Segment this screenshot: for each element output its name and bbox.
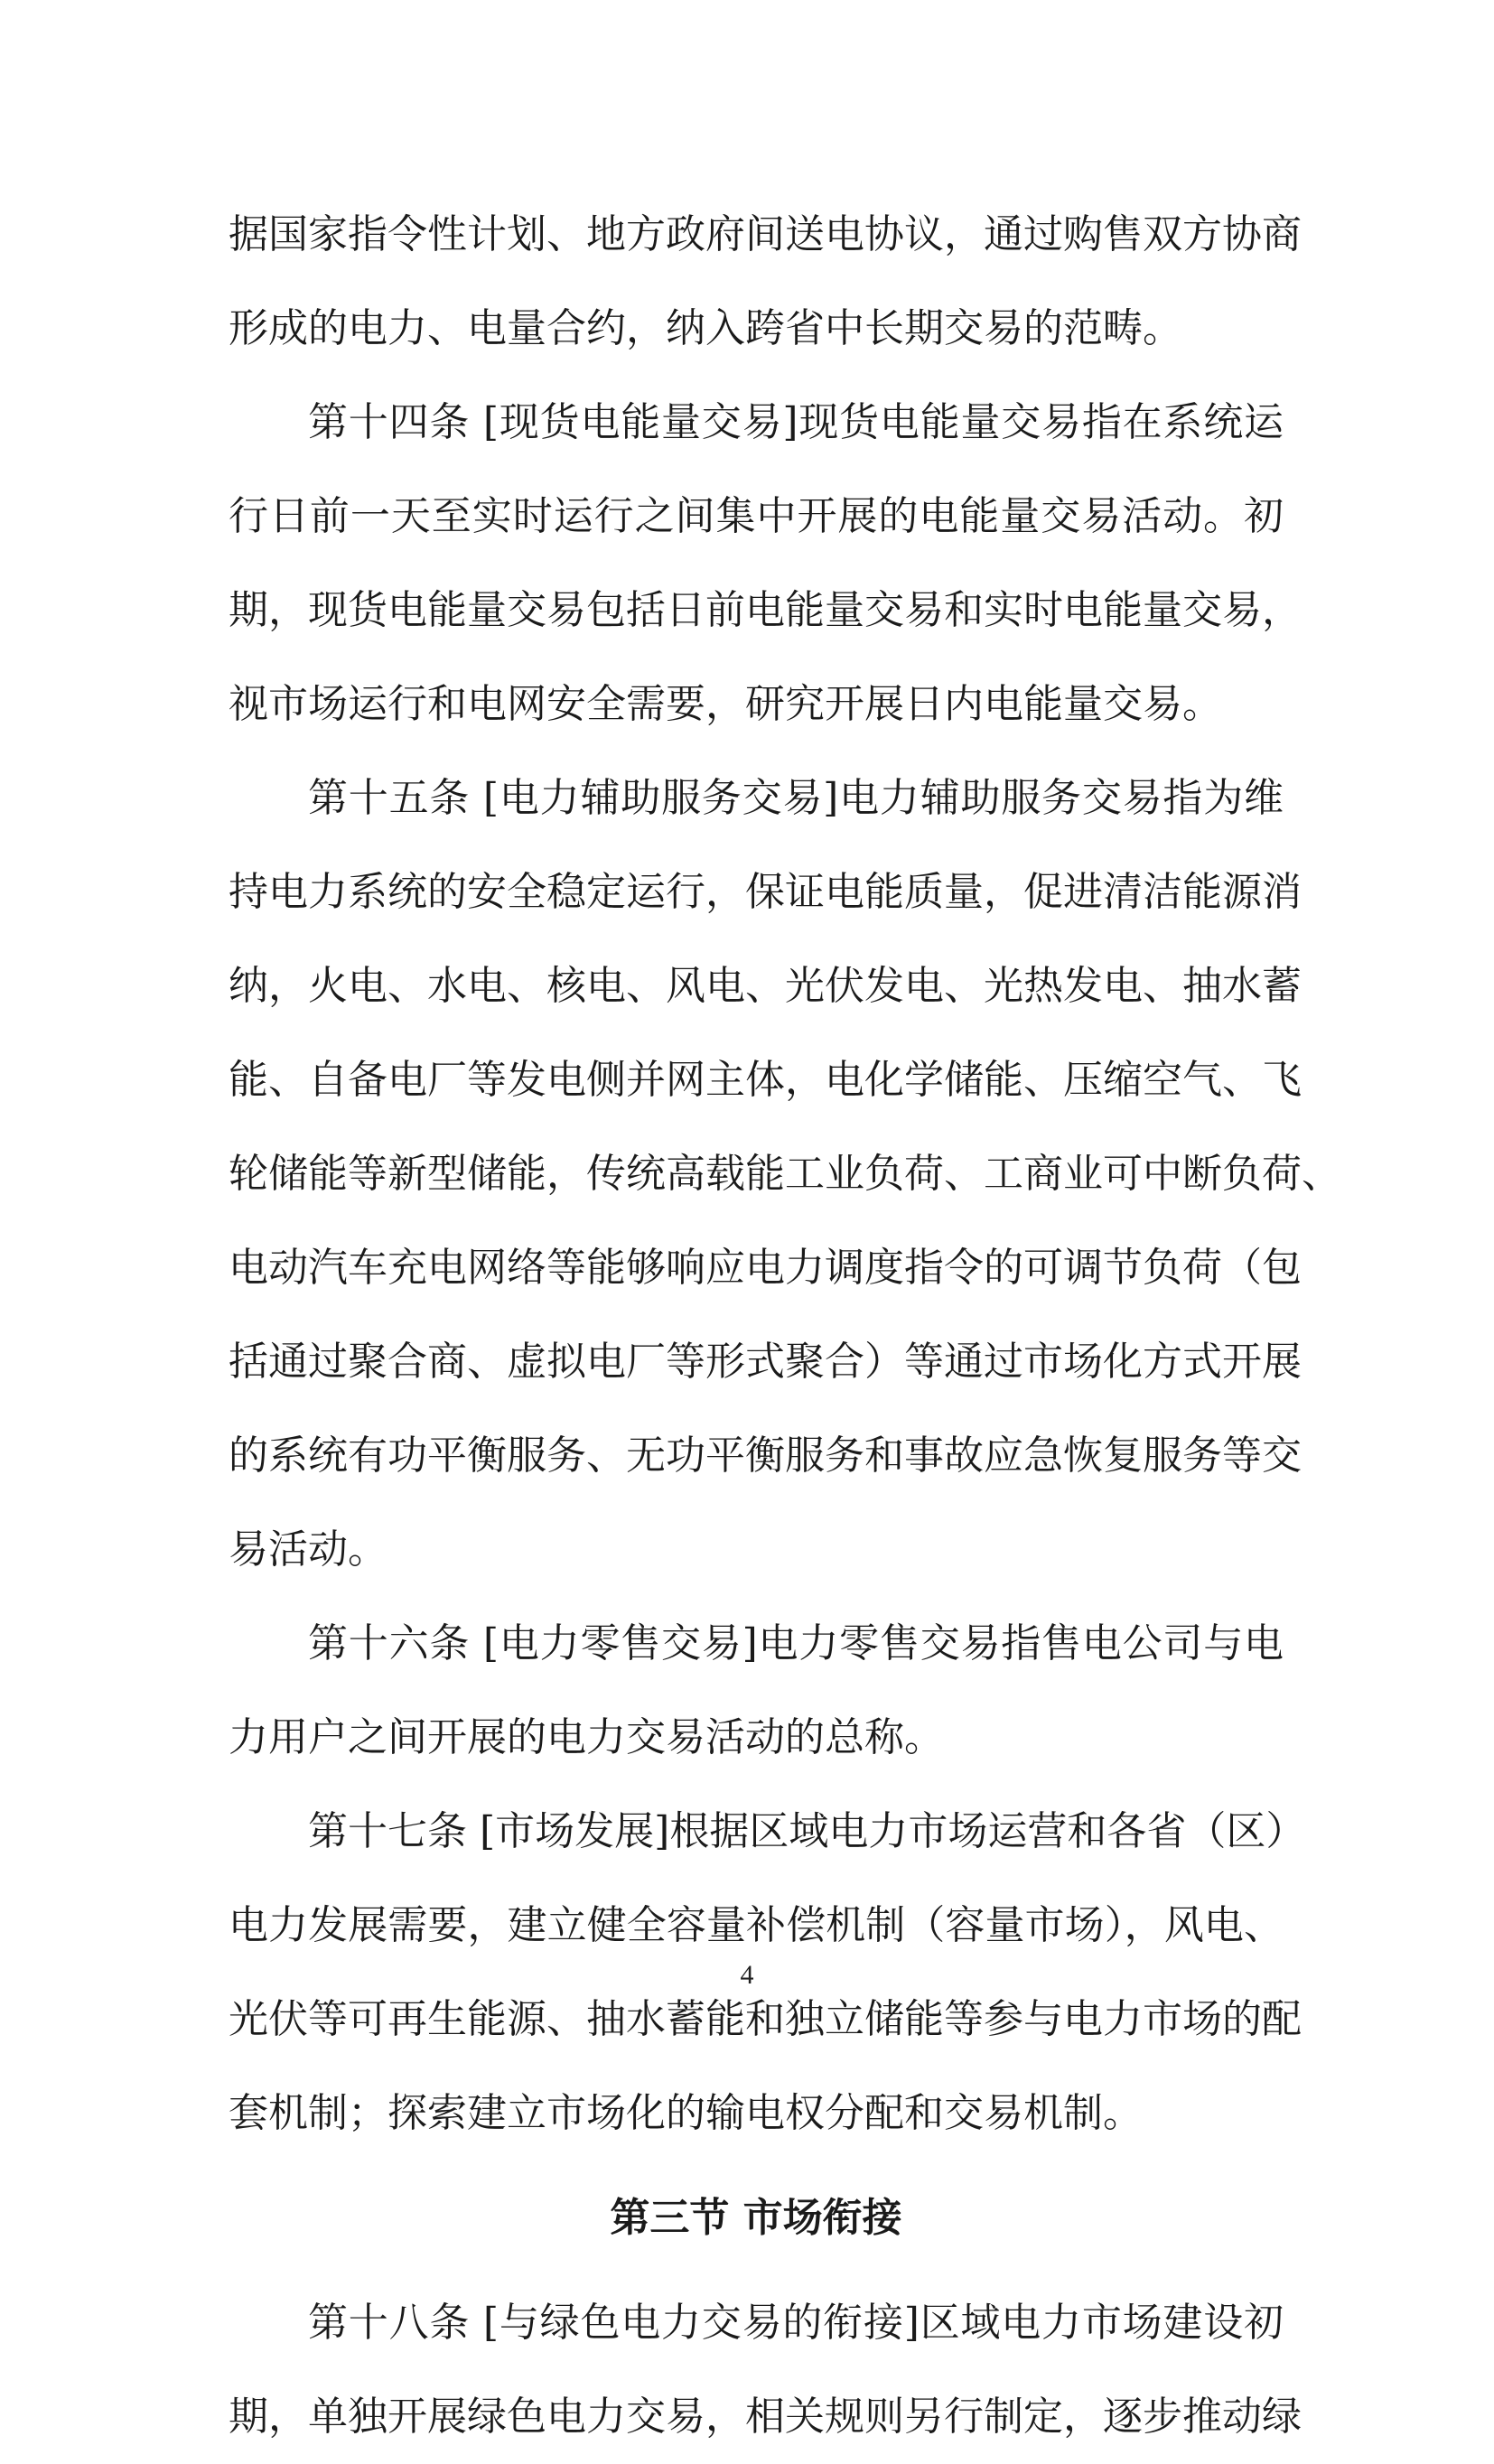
text-line: 期，现货电能量交易包括日前电能量交易和实时电能量交易， [229,587,1302,633]
paragraph-article-16 [229,1597,1284,1785]
document-body [229,188,1341,2464]
paragraph-article-14 [229,376,1302,751]
text-line: 纳，火电、水电、核电、风电、光伏发电、光热发电、抽水蓄 [229,963,1302,1009]
text-line: 的系统有功平衡服务、无功平衡服务和事故应急恢复服务等交 [229,1433,1302,1479]
text-line: 第十四条 [现货电能量交易]现货电能量交易指在系统运 [308,399,1284,445]
text-line: 第十六条 [电力零售交易]电力零售交易指售电公司与电 [308,1620,1284,1666]
text-line: 第十八条 [与绿色电力交易的衔接]区域电力市场建设初 [308,2300,1284,2346]
text-line: 形成的电力、电量合约，纳入跨省中长期交易的范畴。 [229,305,1182,351]
paragraphs-after-heading [229,2276,1302,2464]
text-line: 行日前一天至实时运行之间集中开展的电能量交易活动。初 [229,493,1284,539]
text-line: 套机制；探索建立市场化的输电权分配和交易机制。 [229,2090,1143,2136]
paragraphs-before-heading [229,188,1341,2161]
text-line: 易活动。 [229,1526,388,1573]
paragraph-article-15 [229,751,1341,1597]
text-line: 括通过聚合商、虚拟电厂等形式聚合）等通过市场化方式开展 [229,1339,1302,1385]
text-line: 力用户之间开展的电力交易活动的总称。 [229,1714,944,1760]
text-line: 轮储能等新型储能，传统高载能工业负荷、工商业可中断负荷、 [229,1151,1341,1197]
paragraph-p-continuation [229,188,1302,376]
paragraph-article-18 [229,2276,1302,2464]
text-line: 视市场运行和电网安全需要，研究开展日内电能量交易。 [229,681,1222,727]
page-number: 4 [740,1960,754,1990]
text-line: 期，单独开展绿色电力交易，相关规则另行制定，逐步推动绿 [229,2394,1302,2440]
text-line: 据国家指令性计划、地方政府间送电协议，通过购售双方协商 [229,211,1302,257]
section-heading: 第三节 市场衔接 [610,2195,902,2241]
text-line: 电动汽车充电网络等能够响应电力调度指令的可调节负荷（包 [229,1245,1302,1291]
text-line: 持电力系统的安全稳定运行，保证电能质量，促进清洁能源消 [229,869,1302,915]
text-line: 第十七条 [市场发展]根据区域电力市场运营和各省（区） [308,1808,1306,1854]
text-line: 第十五条 [电力辅助服务交易]电力辅助服务交易指为维 [308,775,1284,821]
text-line: 电力发展需要，建立健全容量补偿机制（容量市场），风电、 [229,1902,1284,1948]
text-line: 能、自备电厂等发电侧并网主体，电化学储能、压缩空气、飞 [229,1057,1302,1103]
text-line: 光伏等可再生能源、抽水蓄能和独立储能等参与电力市场的配 [229,1996,1302,2042]
